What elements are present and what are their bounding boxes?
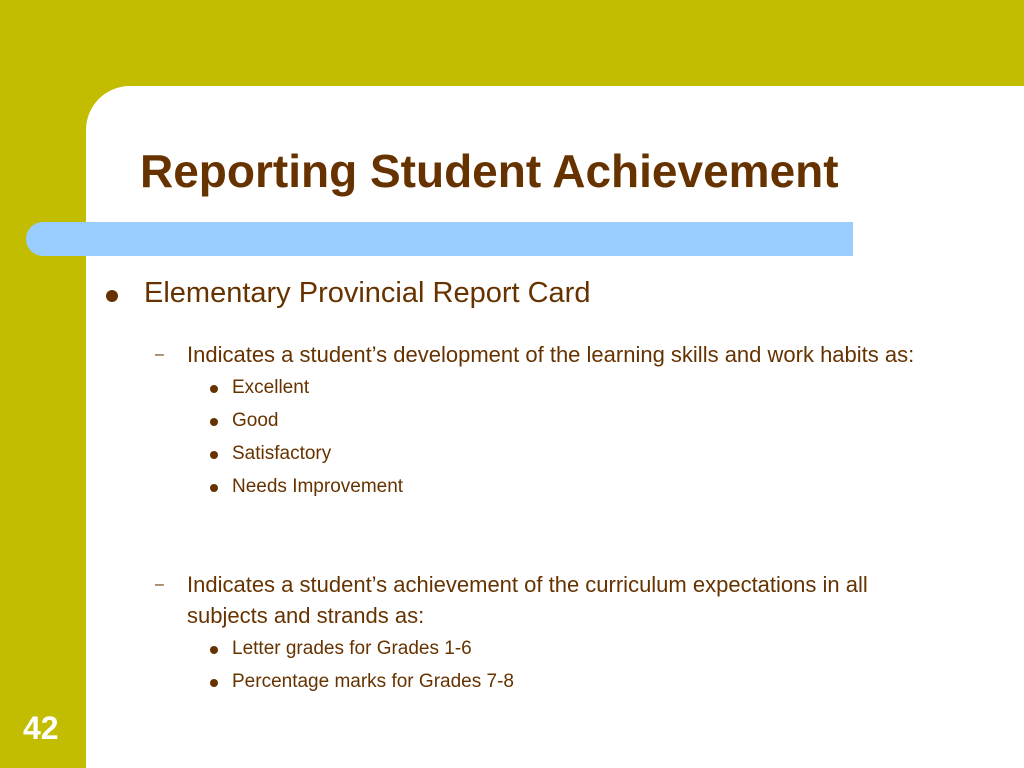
bullet-marker [210,679,218,687]
dash-item [155,569,945,631]
title-accent-bar [26,222,853,256]
dash-item [155,339,945,370]
curriculum-grades-list [155,635,945,701]
learning-skills-list [155,374,945,506]
dash-item-text: Indicates a student’s development of the learning skills and work habits as: [187,342,915,367]
dash-item-text: Indicates a student’s achievement of the curriculum expectations in all subjects and strands as: [187,572,868,628]
dash-marker: – [155,346,164,363]
main-bullet-text: Elementary Provincial Report Card [144,277,591,309]
dash-marker: – [155,576,164,593]
bullet-marker [210,418,218,426]
list-item-text: Excellent [232,377,310,398]
page-number: 42 [23,710,59,746]
bullet-marker [210,646,218,654]
bullet-marker [210,484,218,492]
list-item-text: Letter grades for Grades 1-6 [232,638,472,659]
slide-title: Reporting Student Achievement [140,145,839,197]
list-item [155,635,945,668]
list-item [155,374,945,407]
list-item-text: Needs Improvement [232,476,404,497]
list-item [155,440,945,473]
sub-section-curriculum [155,569,945,701]
bullet-marker [106,290,118,302]
list-item [155,407,945,440]
bullet-marker [210,385,218,393]
list-item-text: Satisfactory [232,443,332,464]
bullet-marker [210,451,218,459]
list-item [155,668,945,701]
sub-section-learning-skills [155,339,945,506]
list-item [155,473,945,506]
list-item-text: Good [232,410,279,431]
list-item-text: Percentage marks for Grades 7-8 [232,671,514,692]
